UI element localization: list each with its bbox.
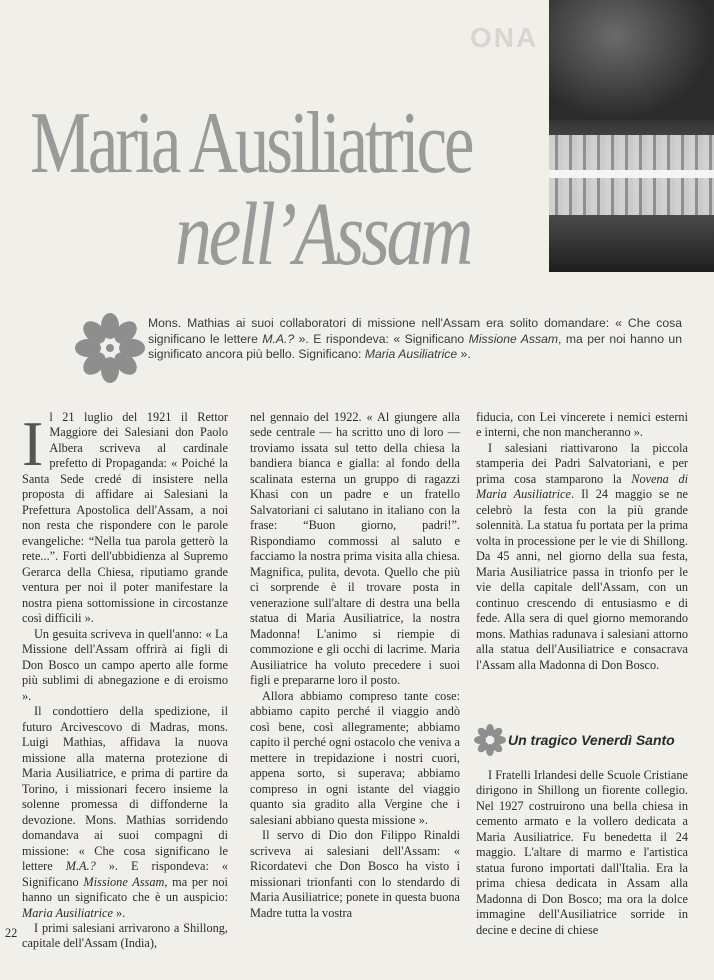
text-column-3 xyxy=(476,410,688,673)
paragraph: I Fratelli Irlandesi delle Scuole Cristiane dirigono in Shillong un fiorente collegio. Nel 1927 costruirono una bella chiesa in cemento armato e la vollero dedicata a Maria Ausiliatrice. Fu benedetta il 24 maggio. L'altare di marmo e l'artistica statua furono importati dall'Italia. Era la prima chiesa dedicata in Assam alla Madonna di Don Bosco; ma ora la dolce immagine dell'Ausiliatrice sorride in decine e decine di chiese xyxy=(476,768,688,937)
drop-cap: I xyxy=(22,408,44,479)
photo-rail xyxy=(549,170,714,178)
paragraph: Allora abbiamo compreso tante cose: abbiamo capito perché il viaggio andò così bene, così allegramente; abbiamo capito il perché ogni ostacolo che veniva a mettere in trepidazione i nostri cuori, appena sorto, si superava; abbiamo compreso in ogni istante del viaggio quanto sia gradito alla Vergine che i salesiani abbiano questa missione ». xyxy=(250,688,460,827)
section-subheading xyxy=(474,724,694,758)
page-title-line2: nell’Assam xyxy=(175,185,471,284)
header-photo xyxy=(549,0,714,272)
subheading-text: Un tragico Venerdì Santo xyxy=(508,732,675,748)
small-flower-icon xyxy=(474,724,506,756)
paragraph: Il servo di Dio don Filippo Rinaldi scriveva ai salesiani dell'Assam: « Ricordatevi che Don Bosco ha visto i missionari trionfanti con lo stendardo di Maria Ausiliatrice; ponete in questa buona Madre tutta la vostra xyxy=(250,828,460,920)
intro-paragraph: Mons. Mathias ai suoi collaboratori di missione nell'Assam era solito domandare: « Che cosa significano le lettere M.A.? ». E rispondeva: « Significano Missione Assam, ma per noi hanno un significato ancora più bello. Significano: Maria Ausiliatrice ». xyxy=(148,316,682,362)
paragraph: fiducia, con Lei vincerete i nemici esterni e interni, che non mancheranno ». xyxy=(476,410,688,440)
paragraph: I primi salesiani arrivarono a Shillong, capitale dell'Assam (India), xyxy=(22,920,228,951)
paragraph: Il condottiero della spedizione, il futuro Arcivescovo di Madras, mons. Luigi Mathias, affidava la nuova missione alla materna protezione di Maria Ausiliatrice, e prima di partire da Torino, i missionari fecero insieme la solenne promessa di diffonderne la devozione. Mons. Mathias sorridendo domandava ai suoi compagni di missione: « Che cosa significano le lettere M.A.? ». E rispondeva: « Significano Missione Assam, ma per noi hanno un significato che è un auspicio: Maria Ausiliatrice ». xyxy=(22,704,228,920)
paragraph: I salesiani riattivarono la piccola stamperia dei Padri Salvatoriani, e per prima cosa stamparono la Novena di Maria Ausiliatrice. Il 24 maggio se ne celebrò la festa con la più grande solennità. La statua fu portata per la prima volta in processione per le vie di Shillong. Da 45 anni, nel giorno della sua festa, Maria Ausiliatrice passa in trionfo per le vie della capitale dell'Assam, con un continuo crescendo di entusiasmo e di fede. Alla sera di quel giorno memorando mons. Mathias radunava i salesiani attorno alla statua dell'Ausiliatrice e consacrava l'Assam alla Madonna di Don Bosco. xyxy=(476,440,689,672)
photo-sky xyxy=(549,0,714,120)
text-column-1 xyxy=(22,410,228,952)
bleed-through-text: ONA xyxy=(470,22,539,53)
photo-ground xyxy=(549,215,714,272)
page-number: 22 xyxy=(5,926,18,940)
flower-ornament-icon xyxy=(74,312,146,384)
paragraph: Un gesuita scriveva in quell'anno: « La Missione dell'Assam offrirà ai figli di Don Bosco un campo aperto alle forme più sublimi di abnegazione e di eroismo ». xyxy=(22,626,228,703)
text-column-3-continued xyxy=(476,768,688,938)
page-title-line1: Maria Ausiliatrice xyxy=(30,95,472,192)
text-column-2 xyxy=(250,410,460,921)
paragraph: nel gennaio del 1922. « Al giungere alla sede centrale — ha scritto uno di loro — troviamo issata sul tetto della chiesa la bandiera bianca e gialla: al fondo della scalinata esterna un gruppo di ragazzi Khasi con un padre e un fratello Salvatoriani ci salutano in italiano con la frase: “Buon giorno, padri!”. Rispondiamo commossi al saluto e facciamo la nostra prima visita alla chiesa. Magnifica, pulita, devota. Quello che più ci sorprende è il trovare posta in venerazione sull'altare di destra una bella statua di Maria Ausiliatrice, la nostra Madonna! L'animo si riempie di commozione e gli occhi di lacrime. Maria Ausiliatrice ha voluto precedere i suoi figli e prepararne loro il posto. xyxy=(250,410,460,688)
paragraph: Il 21 luglio del 1921 il Rettor Maggiore dei Salesiani don Paolo Albera scriveva al cardinale prefetto di Propaganda: « Poiché la Santa Sede credé di insistere nella proposta di affidare ai Salesiani la Prefettura Apostolica dell'Assam, a noi non resta che rispondere con le parole evangeliche: “Nella tua parola getterò la rete...”. Forti dell'ubbidienza al Supremo Gerarca della Chiesa, riputiamo grande ventura per noi il poter manifestare la nostra piena sottomissione in circostanze così difficili ». xyxy=(22,408,228,626)
